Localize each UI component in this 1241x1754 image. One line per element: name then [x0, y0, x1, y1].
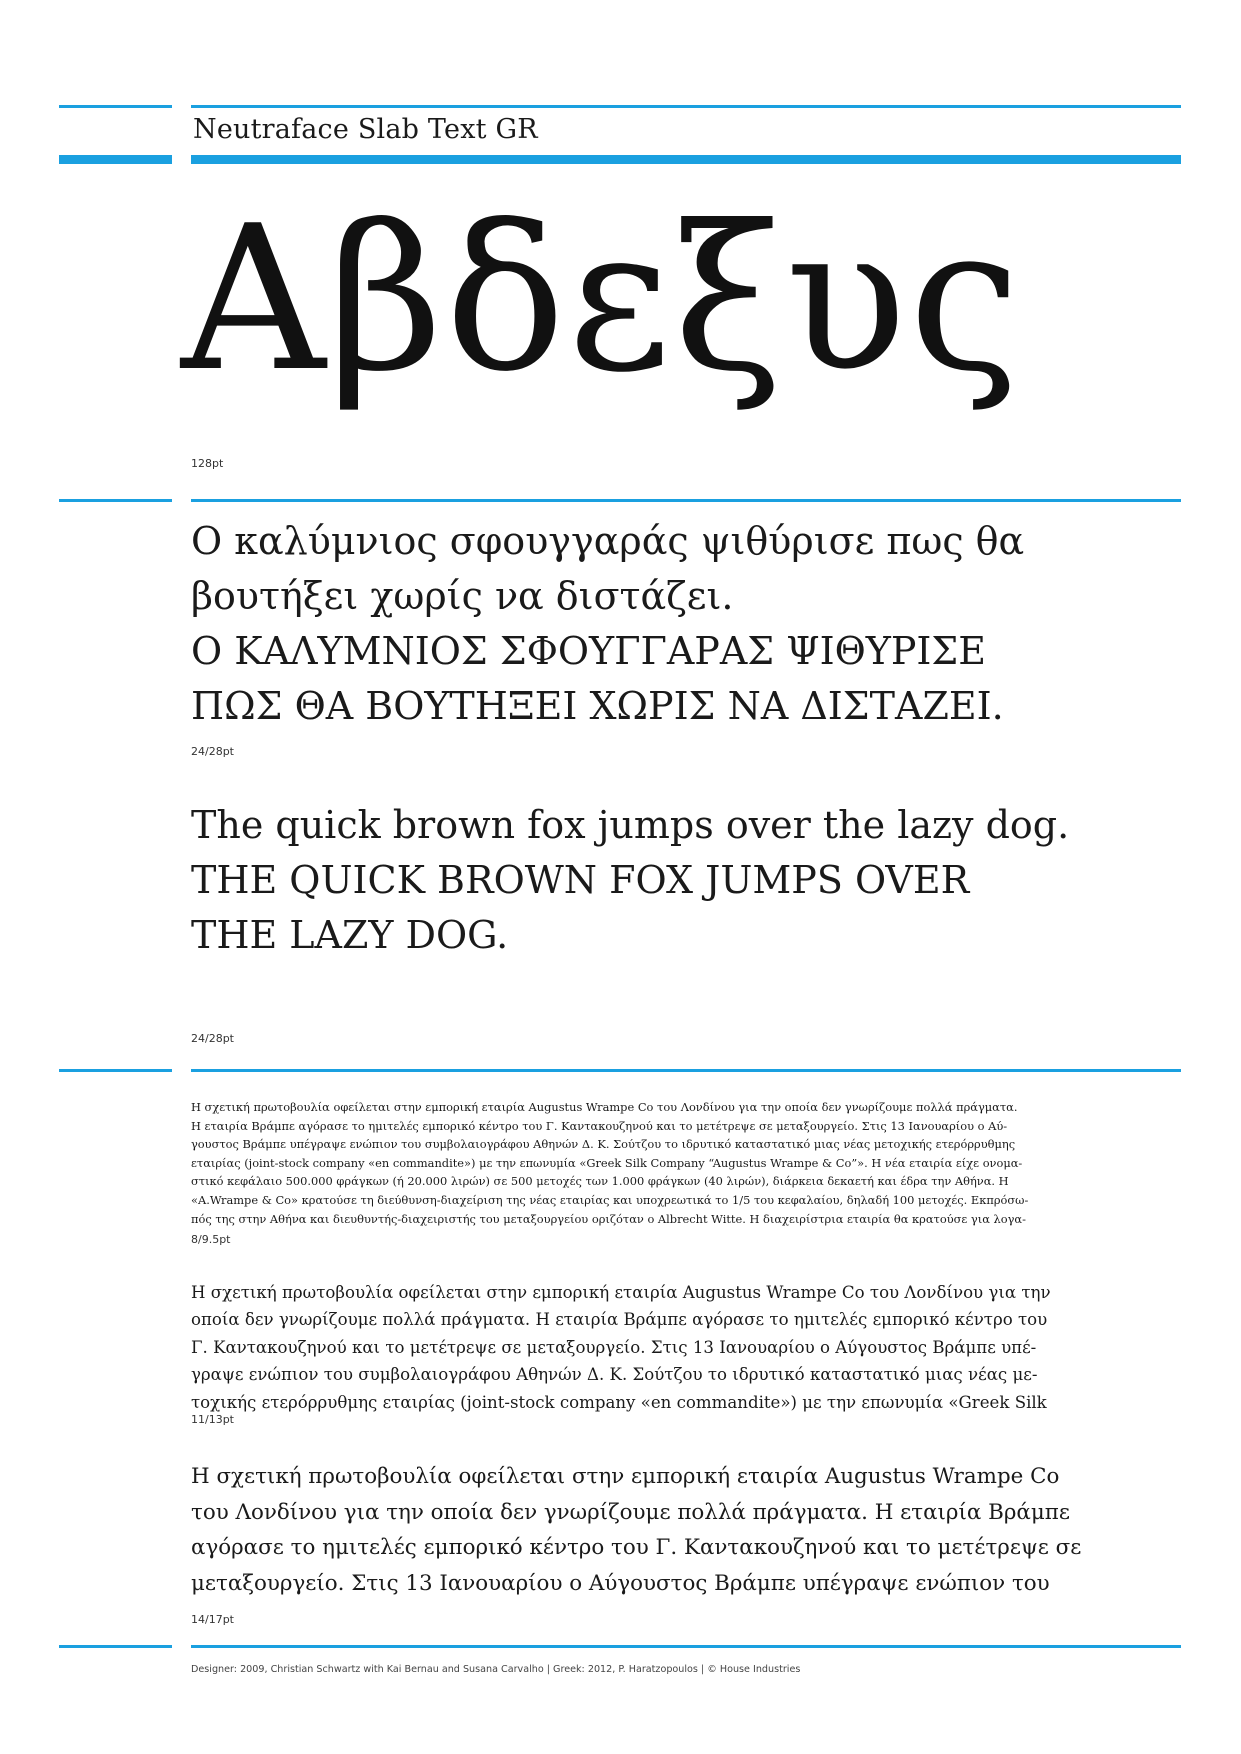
- display-specimen: Αβδεξυς: [181, 183, 1023, 416]
- size-label-display: 128pt: [191, 457, 224, 470]
- text-sample-14pt: [191, 1459, 1081, 1601]
- latin-sample: [191, 798, 1069, 963]
- size-label-8pt: 8/9.5pt: [191, 1233, 231, 1246]
- section-rule-left: [59, 499, 172, 502]
- size-label-11pt: 11/13pt: [191, 1413, 234, 1426]
- paragraph-line: Η σχετική πρωτοβουλία οφείλεται στην εμπορική εταιρία Augustus Wrampe Co του Λονδίνου για την οποία δεν γνωρίζουμε πολλά πράγματα.: [191, 1100, 1018, 1114]
- paragraph-line: γουστος Βράμπε υπέγραψε ενώπιον του συμβολαιογράφου Αθηνών Δ. Κ. Σούτζου το ιδρυτικό καταστατικό μιας νέας μετοχικής ετερόρρυθμης: [191, 1137, 1016, 1152]
- paragraph-line: πός της στην Αθήνα και διευθυντής-διαχειριστής του μεταξουργείου οριζόταν ο Albrecht Witte. Η διαχειρίστρια εταιρία θα κρατούσε για λογα-: [191, 1211, 1026, 1226]
- paragraph-line: του Λονδίνου για την οποία δεν γνωρίζουμε πολλά πράγματα. Η εταιρία Βράμπε: [191, 1499, 1070, 1525]
- section-rule-right: [191, 499, 1181, 502]
- text-sample-11pt: [191, 1279, 1051, 1416]
- paragraph-line: Γ. Καντακουζηνού και το μετέτρεψε σε μεταξουργείο. Στις 13 Ιανουαρίου ο Αύγουστος Βράμπε υπέ-: [191, 1337, 1037, 1357]
- paragraph-line: Η σχετική πρωτοβουλία οφείλεται στην εμπορική εταιρία Augustus Wrampe Co του Λονδίνου για την: [191, 1283, 1051, 1302]
- latin-sample-line: THE LAZY DOG.: [191, 913, 509, 957]
- size-label-latin: 24/28pt: [191, 1032, 234, 1045]
- paragraph-line: τοχικής ετερόρρυθμης εταιρίας (joint-stock company «en commandite») με την επωνυμία «Greek Silk: [191, 1392, 1047, 1412]
- greek-sample-line: βουτήξει χωρίς να διστάζει.: [191, 574, 734, 618]
- text-sample-8pt: [191, 1098, 1171, 1228]
- title-rule-right-thick: [191, 155, 1181, 164]
- footer-credits: Designer: 2009, Christian Schwartz with Kai Bernau and Susana Carvalho | Greek: 2012, P. Haratzopoulos | © House Industries: [191, 1664, 801, 1675]
- latin-sample-line: The quick brown fox jumps over the lazy dog.: [191, 803, 1070, 847]
- greek-sample-line: ΠΩΣ ΘΑ ΒΟΥΤΗΞΕΙ ΧΩΡΙΣ ΝΑ ΔΙΣΤΑΖΕΙ.: [191, 684, 1004, 728]
- footer-rule-left: [59, 1645, 172, 1648]
- paragraph-line: μεταξουργείο. Στις 13 Ιανουαρίου ο Αύγουστος Βράμπε υπέγραψε ενώπιον του: [191, 1570, 1050, 1596]
- paragraph-line: αγόρασε το ημιτελές εμπορικό κέντρο του Γ. Καντακουζηνού και το μετέτρεψε σε: [191, 1535, 1082, 1560]
- paragraph-line: «A.Wrampe & Co» κρατούσε τη διεύθυνση-διαχείριση της νέας εταιρίας και υποχρεωτικά το 1/5 του κεφαλαίου, δηλαδή 100 μετοχές. Εκπρόσω-: [191, 1192, 1029, 1207]
- page-title: Neutraface Slab Text GR: [193, 114, 538, 145]
- section-rule-left: [59, 1069, 172, 1072]
- greek-sample-line: Ο ΚΑΛΥΜΝΙΟΣ ΣΦΟΥΓΓΑΡΑΣ ΨΙΘΥΡΙΣΕ: [191, 629, 987, 673]
- greek-sample-line: Ο καλύμνιος σφουγγαράς ψιθύρισε πως θα: [191, 519, 1025, 563]
- top-rule-right: [191, 105, 1181, 108]
- title-rule-left-thick: [59, 155, 172, 164]
- size-label-14pt: 14/17pt: [191, 1613, 234, 1626]
- paragraph-line: εταιρίας (joint-stock company «en commandite») με την επωνυμία «Greek Silk Company “Augustus Wrampe & Co”». Η νέα εταιρία είχε ονομα-: [191, 1155, 1023, 1170]
- paragraph-line: γραψε ενώπιον του συμβολαιογράφου Αθηνών Δ. Κ. Σούτζου το ιδρυτικό καταστατικό μιας νέας με-: [191, 1365, 1038, 1385]
- top-rule-left: [59, 105, 172, 108]
- latin-sample-line: THE QUICK BROWN FOX JUMPS OVER: [191, 858, 970, 902]
- paragraph-line: Η σχετική πρωτοβουλία οφείλεται στην εμπορική εταιρία Augustus Wrampe Co: [191, 1464, 1060, 1489]
- paragraph-line: στικό κεφάλαιο 500.000 φράγκων (ή 20.000 λιρών) σε 500 μετοχές των 1.000 φράγκων (40 λιρών), διάρκεια δεκαετή και έδρα την Αθήνα. Η: [191, 1174, 1009, 1189]
- size-label-greek: 24/28pt: [191, 745, 234, 758]
- paragraph-line: οποία δεν γνωρίζουμε πολλά πράγματα. Η εταιρία Βράμπε αγόρασε το ημιτελές εμπορικό κέντρο του: [191, 1310, 1048, 1330]
- paragraph-line: Η εταιρία Βράμπε αγόρασε το ημιτελές εμπορικό κέντρο του Γ. Καντακουζηνού και το μετέτρεψε σε μεταξουργείο. Στις 13 Ιανουαρίου ο Αύ-: [191, 1118, 1008, 1133]
- section-rule-right: [191, 1069, 1181, 1072]
- footer-rule-right: [191, 1645, 1181, 1648]
- greek-sample: [191, 514, 1024, 734]
